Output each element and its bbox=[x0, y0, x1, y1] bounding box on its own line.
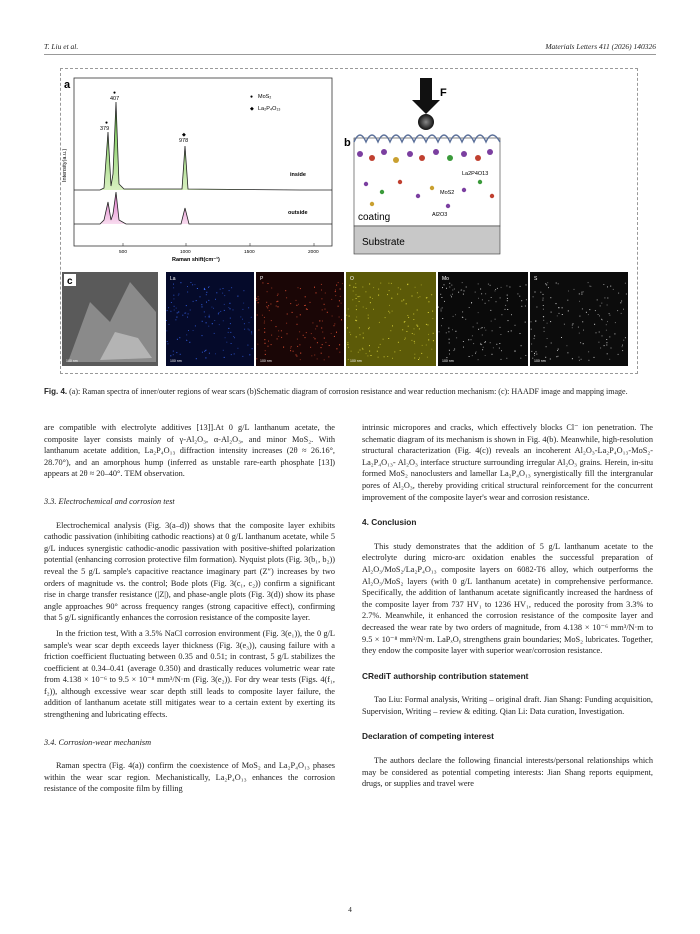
left-column bbox=[44, 422, 335, 795]
curve-label-inside: inside bbox=[290, 172, 306, 178]
left-paragraph-1: are compatible with electrolyte additives [13]].At 0 g/L lanthanum acetate, the composite layer consists mainly of γ-Al₂O₃, α-Al₂O₃, and minor MoS₂. With lanthanum acetate addition, La₂P₄O₁₃ diffraction intensity increases (2θ ≈ 26.16°, 28.70°), and an amorphous hump (inferred as unstable rare-earth phosphate [13]) appears at 2θ ≈ 20–40°. TEM observation. bbox=[44, 423, 335, 479]
page-number: 4 bbox=[348, 905, 352, 914]
x-tick-2000: 2000 bbox=[308, 250, 319, 255]
panel-a-label: a bbox=[64, 79, 71, 91]
marker-la-978: ◆ bbox=[182, 132, 186, 138]
svg-text:100 nm: 100 nm bbox=[260, 359, 272, 363]
right-paragraph-1: intrinsic micropores and cracks, which effectively blocks Cl⁻ ion penetration. The schematic diagram of its mechanism is shown in Fig. 4(b). Meanwhile, high-resolution structural characterization (Fig. 4(c)) reveals an incoherent Al₂O₃-La₂P₄O₁₃-MoS₂-La₂P₄O₁₃- Al₂O₃ interface structure surrounding irregular Al₂O₃ grains. Herein, in-situ formed MoS₂ nanoclusters and lamellar La₂P₄O₁₃ synergistically fill the intergranular pores of Al₂O₃, thereby providing critical structural reinforcement for the concurrent improvement of the composite layer's wear and corrosion resistance. bbox=[362, 423, 653, 502]
left-paragraph-3: In the friction test, With a 3.5% NaCl corrosion environment (Fig. 3(e₁)), the 0 g/L sample's wear scar depth exceeds layer thickness (Fig. 3(e₃)), causing failure with a friction coefficient fluctuating between 0.35 and 0.51; in contrast, 5 g/L stabilizes the coefficient at 0.34–0.41 (average 0.350) and drastically reduces volumetric wear rate from 4.138 × 10⁻⁶ to 9.5 × 10⁻⁸ mm³/N·m (Fig. 3(e₂)). For dry wear tests (Figs. 4(f₁, f₂)), although excessive wear scar depth still leads to composite layer failure, the addition of lanthanum acetate still mitigates wear to a certain extent by exerting its strengthening and lubricating effects. bbox=[44, 628, 335, 720]
right-paragraph-3: Tao Liu: Formal analysis, Writing – original draft. Jian Shang: Funding acquisition, Supervision, Writing – review & editing. Qian Li: Data curation, Investigation. bbox=[362, 695, 653, 716]
svg-text:100 nm: 100 nm bbox=[66, 359, 78, 363]
map-label-la: La bbox=[170, 276, 176, 282]
legend-marker-mos2: ● bbox=[250, 94, 254, 100]
svg-text:100 nm: 100 nm bbox=[170, 359, 182, 363]
figure-caption bbox=[44, 386, 656, 398]
section-4-heading: 4. Conclusion bbox=[362, 517, 417, 528]
running-header-left: T. Liu et al. bbox=[44, 42, 79, 51]
x-tick-1500: 1500 bbox=[244, 250, 255, 255]
peak-label-978: 978 bbox=[179, 138, 189, 144]
x-ticks bbox=[119, 243, 319, 255]
right-paragraph-2: This study demonstrates that the addition of 5 g/L lanthanum acetate to the electrolyte during micro-arc oxidation enables the successful preparation of Al₂O₃/MoS₂/La₂P₄O₁₃ composite layers on 6082-T6 alloy, which outperforms the Al₂O₃/MoS₂ layers (with 0 g/L lanthanum acetate) in comprehensive performance. Specifically, the addition of lanthanum acetate significantly increased the hardness of the composite layer from 737 HV₁ to 1236 HV₁, reduced the porosity from 3.3% to 2.7%. Meanwhile, it enhanced the corrosion resistance of the composite layer and decreased the wear rate by two orders of magnitude, from 4.138 × 10⁻⁶ mm³/N·m to 9.5 × 10⁻⁸ mm³/N·m. LaPₓOᵧ strengthens grain boundaries; MoS₂ lubricates. Together, they endow the composite layer with superior wear/corrosion resistance. bbox=[362, 541, 653, 656]
panel-c-label: c bbox=[67, 276, 73, 287]
map-label-mo: Mo bbox=[442, 276, 449, 282]
panel-a-xlabel: Raman shift(cm⁻¹) bbox=[172, 257, 220, 263]
force-label: F bbox=[440, 87, 447, 99]
credit-heading: CRediT authorship contribution statement bbox=[362, 670, 529, 681]
curve-label-outside: outside bbox=[288, 210, 308, 216]
right-paragraph-4: The authors declare the following financial interests/personal relationships which may be considered as potential competing interests: Jian Shang reports equipment, drugs, or supplies and travel were bbox=[362, 756, 653, 789]
legend-la: La₂P₄O₁₃ bbox=[258, 106, 281, 112]
label-substrate: Substrate bbox=[362, 237, 405, 248]
legend-marker-la: ◆ bbox=[250, 106, 254, 112]
marker-mos2-407: ● bbox=[113, 90, 117, 96]
right-column bbox=[362, 422, 653, 790]
panel-a-ylabel: Intensity(a.u.) bbox=[62, 148, 68, 182]
map-label-p: P bbox=[260, 276, 264, 282]
peak-label-379: 379 bbox=[100, 126, 110, 132]
declaration-heading: Declaration of competing interest bbox=[362, 731, 494, 742]
header-rule bbox=[44, 54, 656, 55]
force-arrow-icon bbox=[412, 78, 440, 114]
map-label-o: O bbox=[350, 276, 354, 282]
legend-mos2: MoS₂ bbox=[258, 94, 272, 100]
running-header-journal: Materials Letters 411 (2026) 140326 bbox=[545, 42, 656, 51]
section-3-4-heading: 3.4. Corrosion-wear mechanism bbox=[44, 737, 152, 747]
map-label-s: S bbox=[534, 276, 538, 282]
caption-label: Fig. 4. bbox=[44, 387, 68, 396]
label-coating: coating bbox=[358, 212, 391, 223]
map-o bbox=[346, 272, 436, 366]
figure-svg bbox=[60, 62, 640, 382]
x-tick-1000: 1000 bbox=[180, 250, 191, 255]
panel-b-label: b bbox=[344, 137, 351, 149]
ball-icon bbox=[418, 114, 434, 130]
left-paragraph-4: Raman spectra (Fig. 4(a)) confirm the coexistence of MoS₂ and La₂P₄O₁₃ phases within the wear scar region. Mechanistically, La₂P₄O₁₃ enhances the corrosion resistance of the composite film by filling bbox=[44, 761, 335, 794]
x-tick-500: 500 bbox=[119, 250, 128, 255]
map-p bbox=[256, 272, 344, 366]
curve-outside-fill bbox=[74, 192, 332, 224]
label-mos2: MoS2 bbox=[440, 190, 455, 196]
caption-text: (a): Raman spectra of inner/outer regions of wear scars (b)Schematic diagram of corrosion resistance and wear reduction mechanism: (c): HAADF image and mapping image. bbox=[67, 387, 628, 396]
left-paragraph-2: Electrochemical analysis (Fig. 3(a–d)) shows that the composite layer exhibits cathodic passivation (inhibiting cathodic reactions) at 0 g/L lanthanum acetate, while 5 g/L induces synergistic cathodic-anodic passivation with positive-shifted polarization potential (enhancing corrosion protective film formation). Nyquist plots (Fig. 3(b₁, b₂)) reveal the 5 g/L sample's capacitive reactance imaginary part (Z″) increases by two orders of magnitude vs. the control; Bode plots (Fig. 3(c₁, c₂)) confirm a significant rise in charge transfer resistance (|Z|), and phase-angle plots (Fig. 3(d)) show its phase angle approaches 90° across frequency ranges (strong capacitive effect), confirming that 5 g/L significantly enhances the corrosion resistance of the composite layer. bbox=[44, 520, 335, 623]
label-al2o3: Al2O3 bbox=[432, 212, 448, 218]
figure-4 bbox=[60, 62, 640, 382]
peak-label-407: 407 bbox=[110, 96, 120, 102]
section-3-3-heading: 3.3. Electrochemical and corrosion test bbox=[44, 496, 175, 506]
map-s bbox=[530, 272, 628, 366]
label-la2p4o13: La2P4O13 bbox=[462, 171, 489, 177]
marker-mos2-379: ● bbox=[105, 120, 109, 126]
map-la bbox=[166, 272, 254, 366]
svg-text:100 nm: 100 nm bbox=[442, 359, 454, 363]
svg-text:100 nm: 100 nm bbox=[350, 359, 362, 363]
svg-text:100 nm: 100 nm bbox=[534, 359, 546, 363]
